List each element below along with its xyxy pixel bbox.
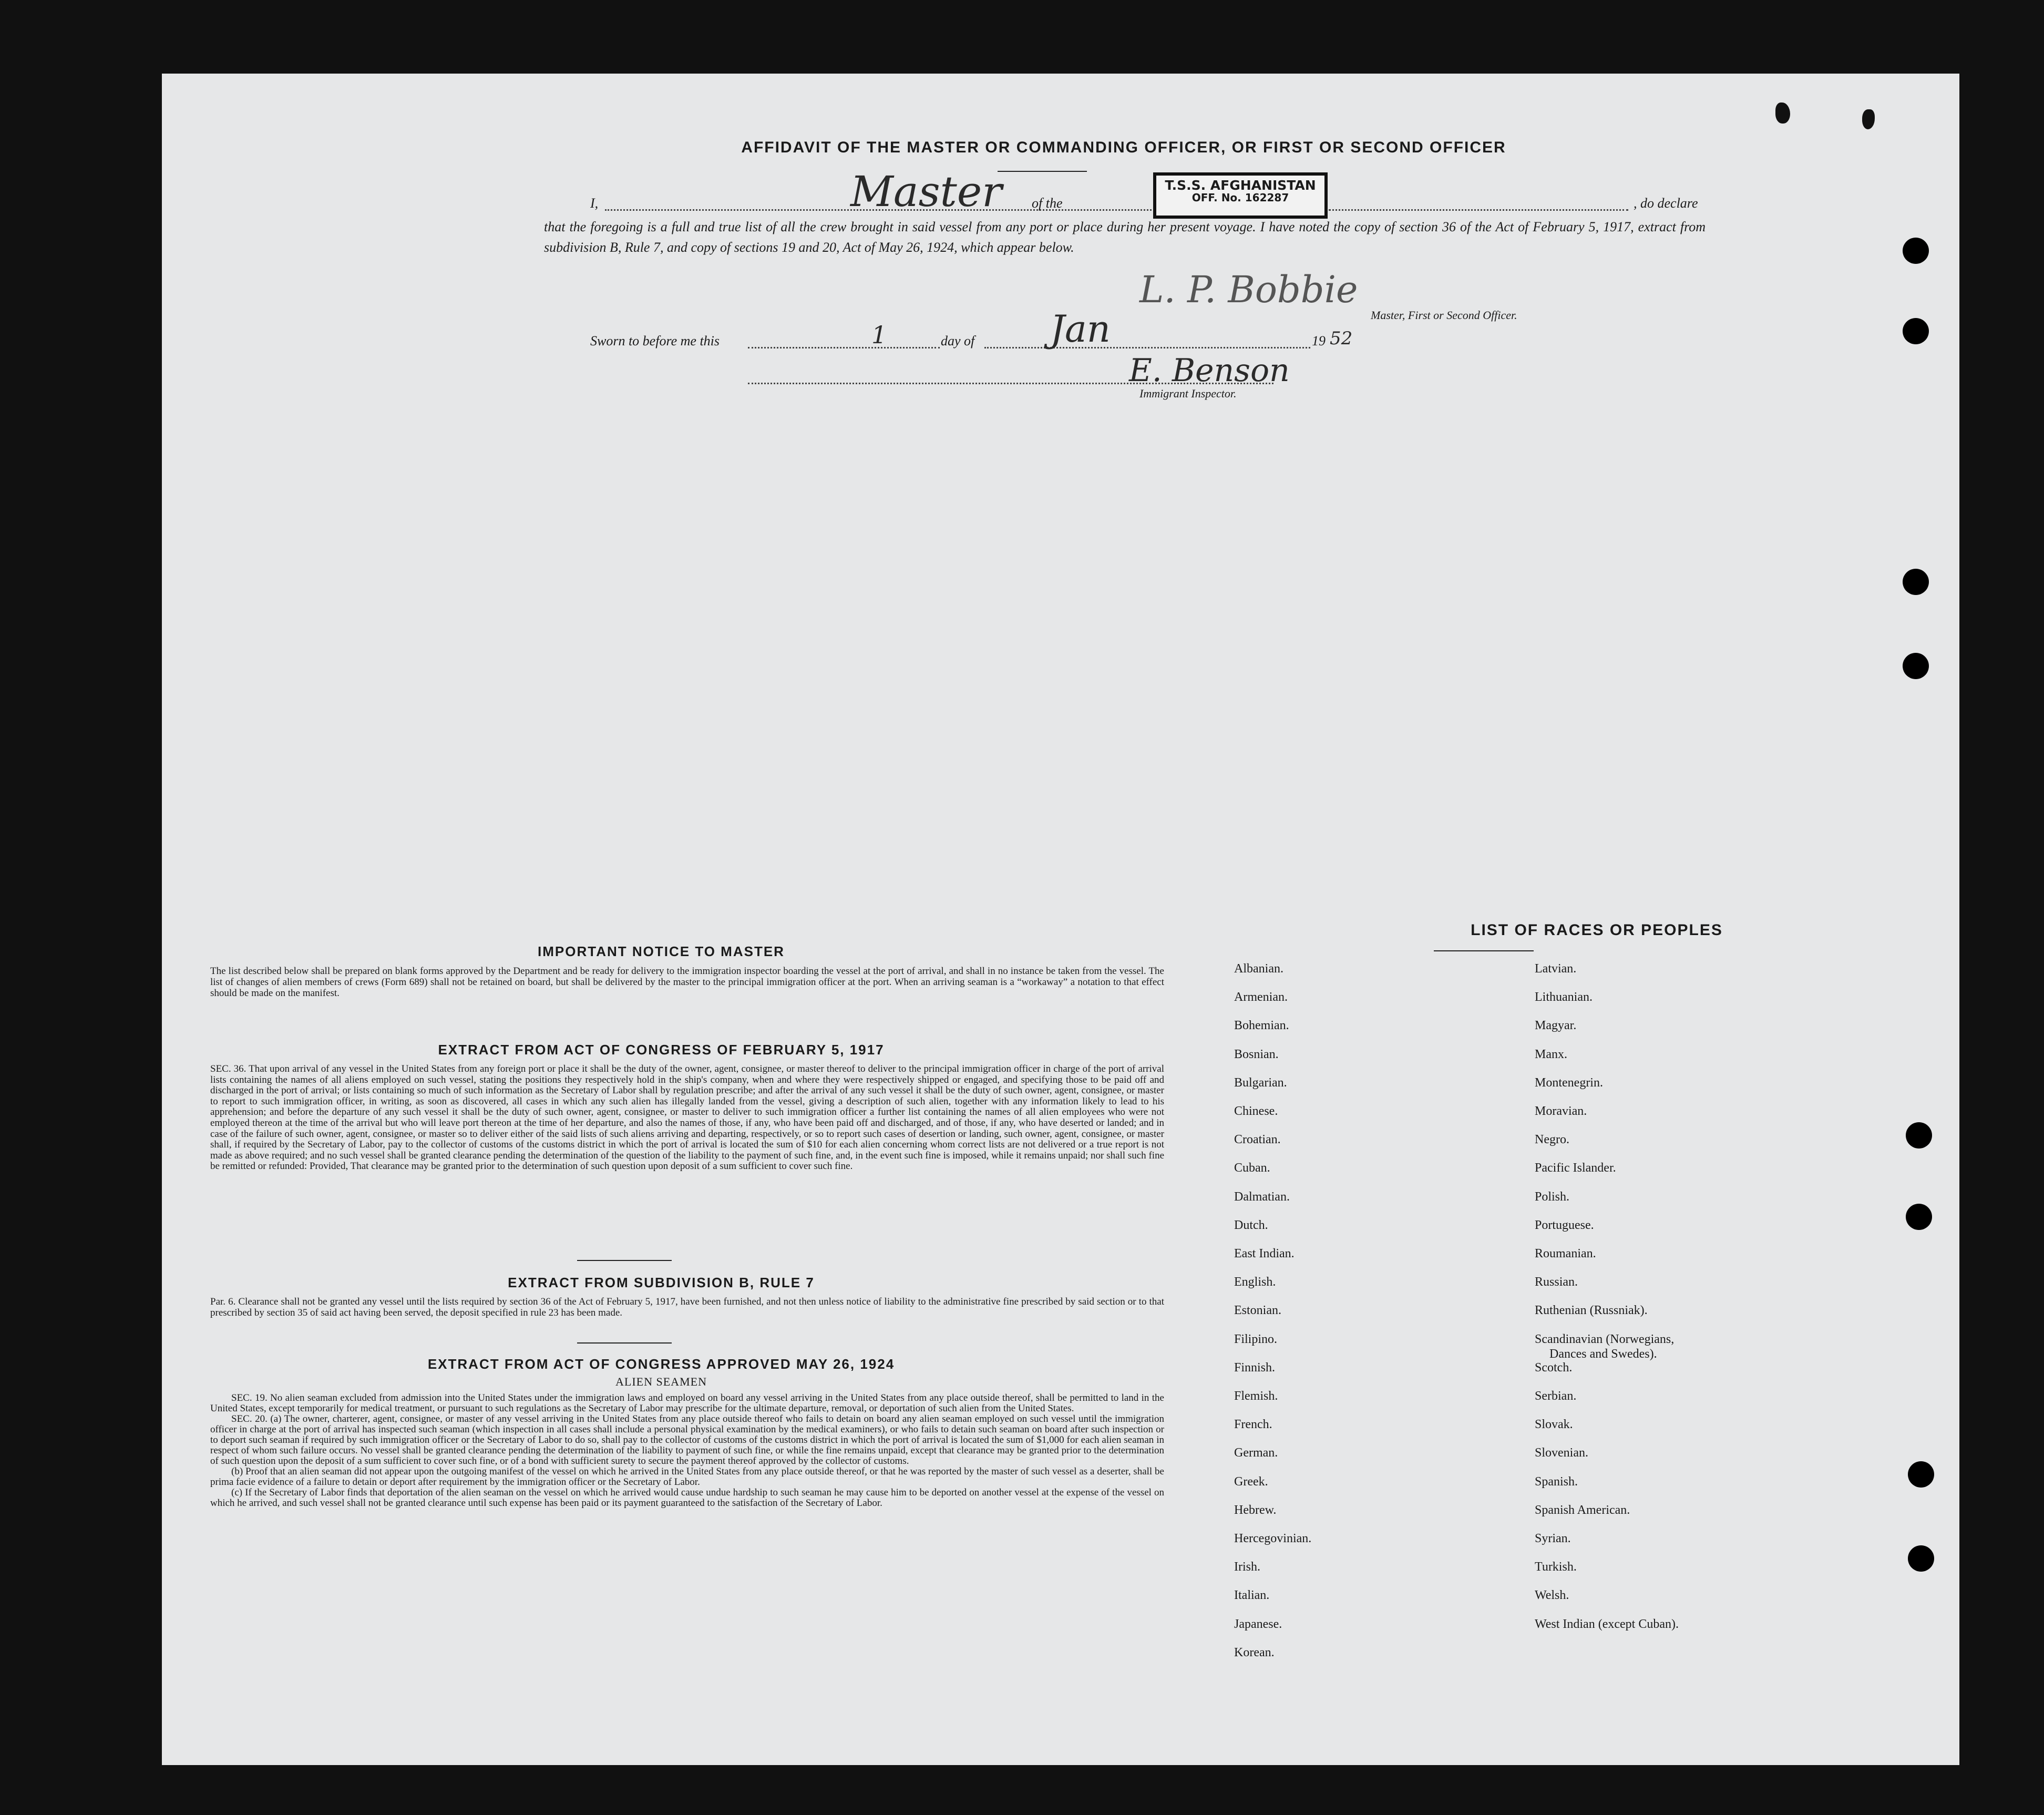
race-item: Turkish. [1535,1560,1577,1574]
races-title: LIST OF RACES OR PEOPLES [1471,921,1723,939]
races-title-underline [1434,950,1534,951]
do-declare-label: , do declare [1634,196,1698,211]
race-item: Greek. [1234,1474,1268,1489]
master-caption: Master, First or Second Officer. [1371,309,1517,322]
master-handwriting: Master [850,167,1002,216]
race-item: Portuguese. [1535,1218,1594,1232]
race-item: Negro. [1535,1133,1569,1147]
vessel-line [1329,209,1628,211]
binder-hole [1903,653,1929,679]
rule7-body: Par. 6. Clearance shall not be granted any vessel until the lists required by section 36 of the Act of February 5, 1917, have been furnished, and not then unless notice of liability to the administrative fine prescribed by said section or to that prescribed by section 35 of said act having been served, the deposit specified in rule 23 has been made. [210,1296,1164,1318]
race-item: Hebrew. [1234,1503,1277,1517]
race-item: Dutch. [1234,1218,1268,1232]
day-of-label: day of [941,333,975,348]
binder-hole [1908,1461,1934,1488]
race-item: Pacific Islander. [1535,1161,1616,1175]
extract-1924-subtitle: ALIEN SEAMEN [615,1375,707,1388]
affidavit-body: that the foregoing is a full and true list of all the crew brought in said vessel from any port or place during her present voyage. I have noted the copy of section 36 of the Act of February 5, 1917, extract from subdivision B, Rule 7, and copy of sections 19 and 20, Act of May 26, 1924, which appear below. [544,219,1706,255]
of-the-label: of the [1032,196,1063,211]
race-item: Irish. [1234,1560,1260,1574]
race-item: Finnish. [1234,1360,1276,1375]
race-item: Croatian. [1234,1133,1281,1147]
binder-hole [1908,1545,1934,1572]
sec20c-text: (c) If the Secretary of Labor finds that deportation of the alien seaman on the vessel on which he arrived would cause undue hardship to such seaman he may cause him to be deported on another vessel at the expense of the vessel on which he arrived, and such vessel shall not be granted clearance until such expense has been paid or its payment guaranteed to the satisfaction of the Secretary of Labor. [210,1487,1164,1509]
race-item: Dalmatian. [1234,1190,1290,1204]
race-item: Armenian. [1234,990,1288,1004]
race-item: Filipino. [1234,1332,1278,1346]
extract-1924-text [210,1393,1164,1509]
sworn-label: Sworn to before me this [590,333,720,348]
race-item: Estonian. [1234,1304,1281,1318]
race-item: Welsh. [1535,1588,1569,1603]
race-item: Chinese. [1234,1104,1278,1118]
race-item: West Indian (except Cuban). [1535,1617,1679,1631]
race-item: Latvian. [1535,962,1577,976]
race-item: Scandinavian (Norwegians, [1535,1332,1675,1346]
race-item: Hercegovinian. [1234,1532,1312,1545]
race-item: Roumanian. [1535,1247,1596,1260]
race-item: English. [1234,1275,1276,1289]
sec20a-text: SEC. 20. (a) The owner, charterer, agent, consignee, or master of any vessel arriving in the United States from any place outside thereof who fails to detain on board any alien seaman employed on such vessel until the immigration officer in charge at the port of arrival has inspected such seaman (which inspection in all cases shall include a personal physical examination by the medical examiners), or who fails to detain such seaman on board after such inspection or to deport such seaman if required by such immigration officer or the Secretary of Labor to do so, shall pay to the collector of customs of the customs district in which the port of arrival is located the sum of $1,000 for each alien seaman in respect of whom such failure occurs. No vessel shall be granted clearance pending the determination of the liability to payment of such fine, or while the fine remains unpaid, except that clearance may be granted prior to the determination of such question upon the deposit of a sum sufficient to cover such fine, or of a bond with sufficient surety to secure the payment thereof approved by the collector of customs. [210,1413,1164,1467]
race-item: Montenegrin. [1535,1075,1603,1090]
ink-mark [1862,109,1875,129]
vessel-stamp-name: T.S.S. AFGHANISTAN [1165,178,1316,193]
i-label: I, [590,196,599,211]
notice-title: IMPORTANT NOTICE TO MASTER [538,944,785,959]
vessel-stamp [1153,172,1328,219]
race-item: East Indian. [1234,1247,1295,1260]
race-item: Korean. [1234,1645,1275,1659]
race-item: Russian. [1535,1275,1578,1289]
binder-hole [1906,1122,1932,1149]
day-handwriting: 1 [871,321,887,349]
binder-hole [1903,569,1929,595]
sec19-text: SEC. 19. No alien seaman excluded from admission into the United States under the immigration laws and employed on board any vessel arriving in the United States from any place outside thereof, shall be permitted to land in the United States, except temporarily for medical treatment, or pursuant to such regulations as the Secretary of Labor may prescribe for the ultimate departure, removal, or deportation of such alien from the United States. [210,1392,1164,1414]
race-item: Cuban. [1234,1161,1270,1175]
race-item: Albanian. [1234,962,1283,976]
ink-mark [1775,102,1790,124]
race-item: French. [1234,1418,1272,1432]
race-item: Ruthenian (Russniak). [1535,1304,1648,1318]
race-item: Polish. [1535,1190,1570,1204]
rule7-title: EXTRACT FROM SUBDIVISION B, RULE 7 [508,1275,815,1290]
notice-body: The list described below shall be prepared on blank forms approved by the Department and be ready for delivery to the immigration inspector boarding the vessel at the port of arrival, and shall in no instance be taken from the vessel. The list of changes of alien members of crews (Form 689) shall not be retained on board, but shall be delivered by the master to the principal immigration officer at the port. When an arriving seaman is a “workaway” a notation to that effect should be made on the manifest. [210,966,1164,999]
race-item: Slovenian. [1535,1446,1588,1460]
race-item: German. [1234,1446,1278,1460]
race-item: Spanish. [1535,1474,1578,1489]
race-item: Bohemian. [1234,1019,1289,1033]
race-item: Slovak. [1535,1418,1573,1432]
extract-1924-title: EXTRACT FROM ACT OF CONGRESS APPROVED MAY 26, 1924 [427,1356,895,1372]
race-item: Bosnian. [1234,1047,1279,1061]
race-item: Bulgarian. [1234,1075,1287,1090]
day-line [748,347,940,348]
extract-1917-body: SEC. 36. That upon arrival of any vessel in the United States from any foreign port or place it shall be the duty of the owner, agent, consignee, or master thereof to deliver to the principal immigration officer in charge of the port of arrival lists containing the names of all aliens employed on such vessel, stating the positions they respectively hold in the ship's company, when and where they were respectively shipped or engaged, and specifying those to be paid off and discharged in the port of arrival; or lists containing so much of such information as the Secretary of Labor shall by regulation prescribe; and after the arrival of any such vessel it shall be the duty of such owner, agent, consignee, or master to report to such immigration officer, in writing, as soon as discovered, all cases in which any such alien has illegally landed from the vessel, giving a description of such alien, together with any information likely to lead to his apprehension; and before the departure of any such vessel it shall be the duty of such owner, agent, consignee, or master to deliver to such immigration officer a further list containing the names of all alien employees who were not employed thereon at the time of the arrival but who will leave port thereon at the time of her departure, and also the names of those, if any, who have been paid off and discharged, and of those, if any, who have deserted or landed; and in case of the failure of such owner, agent, consignee, or master so to deliver either of the said lists of such aliens arriving and departing, respectively, or so to report such cases of desertion or landing, such owner, agent, consignee, or master shall, if required by the Secretary of Labor, pay to the collector of customs of the customs district in which the port of arrival is located the sum of $10 for each alien concerning whom correct lists are not delivered or a true report is not made as above required; and no such vessel shall be granted clearance pending the determination of the question of the liability to the payment of such fine, and, in the event such fine is imposed, while it remains unpaid; nor shall such fine be remitted or refunded: Provided, That clearance may be granted prior to the determination of such question upon deposit of a sum sufficient to cover such fine. [210,1063,1164,1172]
master-signature: L. P. Bobbie [1139,268,1358,311]
inspector-caption: Immigrant Inspector. [1139,387,1237,400]
affidavit-title: AFFIDAVIT OF THE MASTER OR COMMANDING OFFICER, OR FIRST OR SECOND OFFICER [741,139,1506,156]
year-prefix: 19 [1312,333,1326,348]
race-item: Serbian. [1535,1389,1577,1403]
race-item: Moravian. [1535,1104,1587,1118]
extract-1917-title: EXTRACT FROM ACT OF CONGRESS OF FEBRUARY 5, 1917 [438,1042,885,1058]
title-underline [998,171,1087,172]
divider [577,1342,672,1344]
race-item: Spanish American. [1535,1503,1630,1517]
race-item: Scotch. [1535,1360,1573,1375]
binder-hole [1903,238,1929,264]
document-page [162,74,1959,1765]
race-item: Lithuanian. [1535,990,1593,1004]
month-handwriting: Jan [1050,307,1111,351]
year-handwriting: 52 [1330,328,1353,349]
month-line [984,347,1310,348]
vessel-stamp-number: OFF. No. 162287 [1192,191,1289,204]
race-item: Dances and Swedes). [1549,1347,1657,1361]
binder-hole [1903,318,1929,344]
race-item: Italian. [1234,1588,1270,1603]
race-item: Magyar. [1535,1019,1577,1033]
inspector-signature: E. Benson [1129,352,1290,389]
race-item: Manx. [1535,1047,1567,1061]
race-item: Syrian. [1535,1532,1571,1545]
sec20b-text: (b) Proof that an alien seaman did not appear upon the outgoing manifest of the vessel on which he arrived in the United States from any place outside thereof, or that he was reported by the master of such vessel as a deserter, shall be prima facie evidence of a failure to detain or deport after requirement by the immigration officer or the Secretary of Labor. [210,1466,1164,1488]
divider [577,1260,672,1261]
race-item: Flemish. [1234,1389,1278,1403]
race-item: Japanese. [1234,1617,1282,1631]
binder-hole [1906,1204,1932,1230]
